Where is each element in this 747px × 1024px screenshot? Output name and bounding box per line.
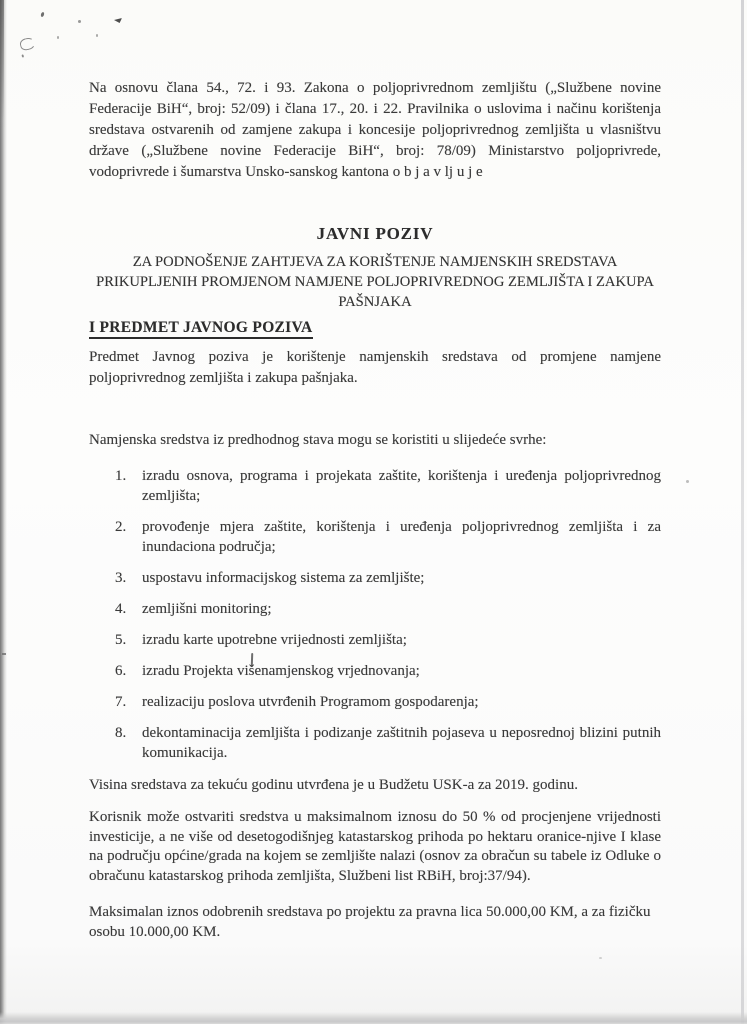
paragraph-predmet: Predmet Javnog poziva je korištenje namjenskih sredstava od promjene namjene poljoprivrednog zemljišta i zakupa pašnjaka. — [89, 349, 661, 386]
list-item — [115, 661, 661, 681]
list-item — [115, 723, 661, 763]
list-item-number: 4. — [115, 601, 127, 617]
list-item — [115, 517, 661, 557]
list-item-text: dekontaminacija zemljišta i podizanje zaštitnih pojaseva u neposrednoj blizini putnih komunikacija. — [142, 725, 661, 761]
list-item-text: izradu Projekta višenamjenskog vrjednovanja; — [142, 663, 420, 679]
document-subtitle: ZA PODNOŠENJE ZAHTJEVA ZA KORIŠTENJE NAMJENSKIH SREDSTAVA PRIKUPLJENIH PROMJENOM NAMJENE POLJOPRIVREDNOG ZEMLJIŠTA I ZAKUPA PAŠNJAKA — [96, 254, 654, 310]
paragraph-namjenska: Namjenska sredstva iz predhodnog stava mogu se koristiti u slijedeće svrhe: — [89, 432, 547, 448]
list-item — [115, 466, 661, 506]
list-item-text: izradu karte upotrebne vrijednosti zemljišta; — [142, 632, 407, 648]
paragraph-korisnik: Korisnik može ostvariti sredstva u maksimalnom iznosu do 50 % od procjenjene vrijednosti investicije, a ne više od desetogodišnjeg katastarskog prihoda po hektaru oranice-njive I klase na području općine/grada na kojem se zemljište nalazi (osnov za obračun su tabele iz Odluke o obračunu katastarskog prihoda zemljišta, Službeni list RBiH, broj:37/94). — [89, 809, 661, 884]
paragraph-visina: Visina sredstava za tekuću godinu utvrđena je u Budžetu USK-a za 2019. godinu. — [89, 777, 578, 793]
list-item-number: 1. — [115, 468, 127, 484]
list-item-number: 5. — [115, 632, 127, 648]
list-item-number: 7. — [115, 694, 127, 710]
list-item — [115, 630, 661, 650]
purposes-list — [89, 466, 661, 763]
scan-edge-bottom — [0, 1012, 747, 1024]
list-item-text: realizaciju poslova utvrđenih Programom gospodarenja; — [142, 694, 479, 710]
document-title: JAVNI POZIV — [316, 224, 434, 243]
list-item-number: 6. — [115, 663, 127, 679]
list-item-text: izradu osnova, programa i projekata zaštite, korištenja i uređenja poljoprivrednog zemljišta; — [142, 468, 661, 504]
list-item-number: 2. — [115, 519, 127, 535]
section-heading-text: I PREDMET JAVNOG POZIVA — [89, 319, 313, 339]
list-item — [115, 599, 661, 619]
list-item-text: uspostavu informacijskog sistema za zemljište; — [142, 570, 425, 586]
list-item-number: 8. — [115, 725, 127, 741]
list-item — [115, 692, 661, 712]
scan-speck — [599, 957, 602, 959]
section-heading — [89, 317, 661, 338]
list-item — [115, 568, 661, 588]
list-item-number: 3. — [115, 570, 127, 586]
list-item-text: zemljišni monitoring; — [142, 601, 272, 617]
paragraph-maksimalan: Maksimalan iznos odobrenih sredstava po projektu za pravna lica 50.000,00 KM, a za fizičku osobu 10.000,00 KM. — [89, 904, 651, 940]
intro-paragraph: Na osnovu člana 54., 72. i 93. Zakona o poljoprivrednom zemljištu („Službene novine Federacije BiH“, broj: 52/09) i člana 17., 20. i 22. Pravilnika o uslovima i načinu korištenja sredstava ostvarenih od zamjene zakupa i koncesije poljoprivrednog zemljišta u vlasništvu države („Službene novine Federacije BiH“, broj: 78/09) Ministarstvo poljoprivrede, vodoprivrede i šumarstva Unsko-sanskog kantona o b j a v lj u j e — [89, 80, 661, 180]
list-item-text: provođenje mjera zaštite, korištenja i uređenja poljoprivrednog zemljišta i za inundaciona područja; — [142, 519, 661, 555]
